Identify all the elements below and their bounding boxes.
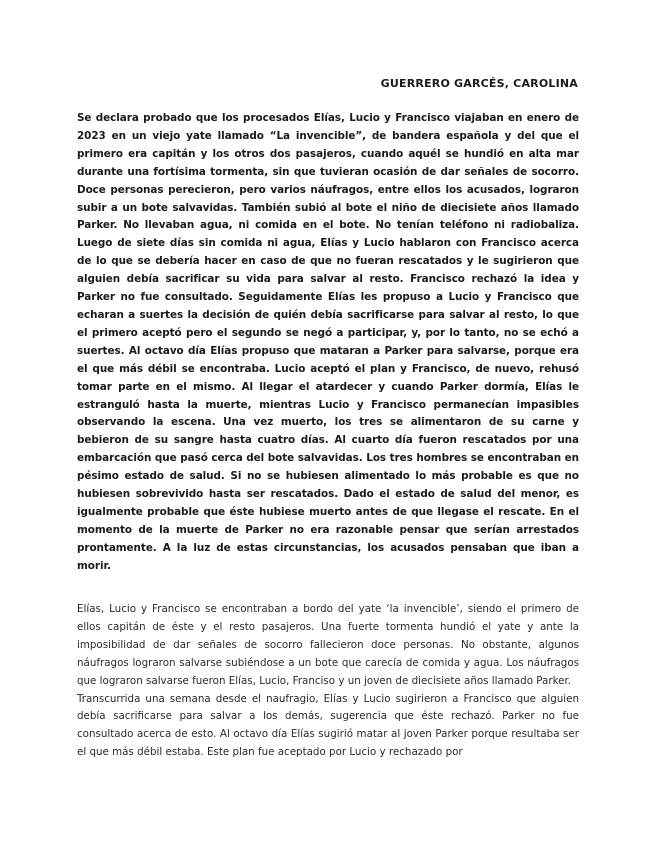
proven-facts-paragraph: Se declara probado que los procesados Elías, Lucio y Francisco viajaban en enero de 2023 en un viejo yate llamado “La invencible”, de bandera española y del que el primero era capitán y los otros dos pasajeros, cuando aquél se hundió en alta mar durante una fortísima tormenta, sin que tuvieran ocasión de dar señales de socorro. Doce personas perecieron, pero varios náufragos, entre ellos los acusados, lograron subir a un bote salvavidas. También subió al bote el niño de diecisiete años llamado Parker. No llevaban agua, ni comida en el bote. No tenían teléfono ni radiobaliza. Luego de siete días sin comida ni agua, Elías y Lucio hablaron con Francisco acerca de lo que se debería hacer en caso de que no fueran rescatados y le sugirieron que alguien debía sacrificar su vida para salvar al resto. Francisco rechazó la idea y Parker no fue consultado. Seguidamente Elías les propuso a Lucio y Francisco que echaran a suertes la decisión de quién debía sacrificarse para salvar al resto, lo que el primero aceptó pero el segundo se negó a participar, y, por lo tanto, no se echó a suertes. Al octavo día Elías propuso que mataran a Parker para salvarse, porque era el que más débil se encontraba. Lucio aceptó el plan y Francisco, de nuevo, rehusó tomar parte en el mismo. Al llegar el atardecer y cuando Parker dormía, Elías le estranguló hasta la muerte, mientras Lucio y Francisco permanecían impasibles observando la escena. Una vez muerto, los tres se alimentaron de su carne y bebieron de su sangre hasta cuatro días. Al cuarto día fueron rescatados por una embarcación que pasó cerca del bote salvavidas. Los tres hombres se encontraban en pésimo estado de salud. Si no se hubiesen alimentado lo más probable es que no hubiesen sobrevivido hasta ser rescatados. Dado el estado de salud del menor, es igualmente probable que éste hubiese muerto antes de que llegase el rescate. En el momento de la muerte de Parker no era razonable pensar que serían arrestados prontamente. A la luz de estas circunstancias, los acusados pensaban que iban a morir. — [77, 112, 579, 572]
author-heading: GUERRERO GARCÉS, CAROLINA — [380, 77, 578, 90]
facts-summary — [77, 601, 579, 762]
summary-paragraph-2: Transcurrida una semana desde el naufragio, Elías y Lucio sugirieron a Francisco que alguien debía sacrificarse para salvar a los demás, sugerencia que éste rechazó. Parker no fue consultado acerca de esto. Al octavo día Elías sugirió matar al joven Parker porque resultaba ser el que más débil estaba. Este plan fue aceptado por Lucio y rechazado por — [77, 692, 579, 759]
summary-paragraph-1: Elías, Lucio y Francisco se encontraban a bordo del yate ‘la invencible’, siendo el primero de ellos capitán de éste y el resto pasajeros. Una fuerte tormenta hundió el yate y ante la imposibilidad de dar señales de socorro fallecieron doce personas. No obstante, algunos náufragos lograron salvarse subiéndose a un bote que carecía de comida y agua. Los náufragos que lograron salvarse fueron Elías, Lucio, Franciso y un joven de diecisiete años llamado Parker. — [77, 603, 579, 687]
